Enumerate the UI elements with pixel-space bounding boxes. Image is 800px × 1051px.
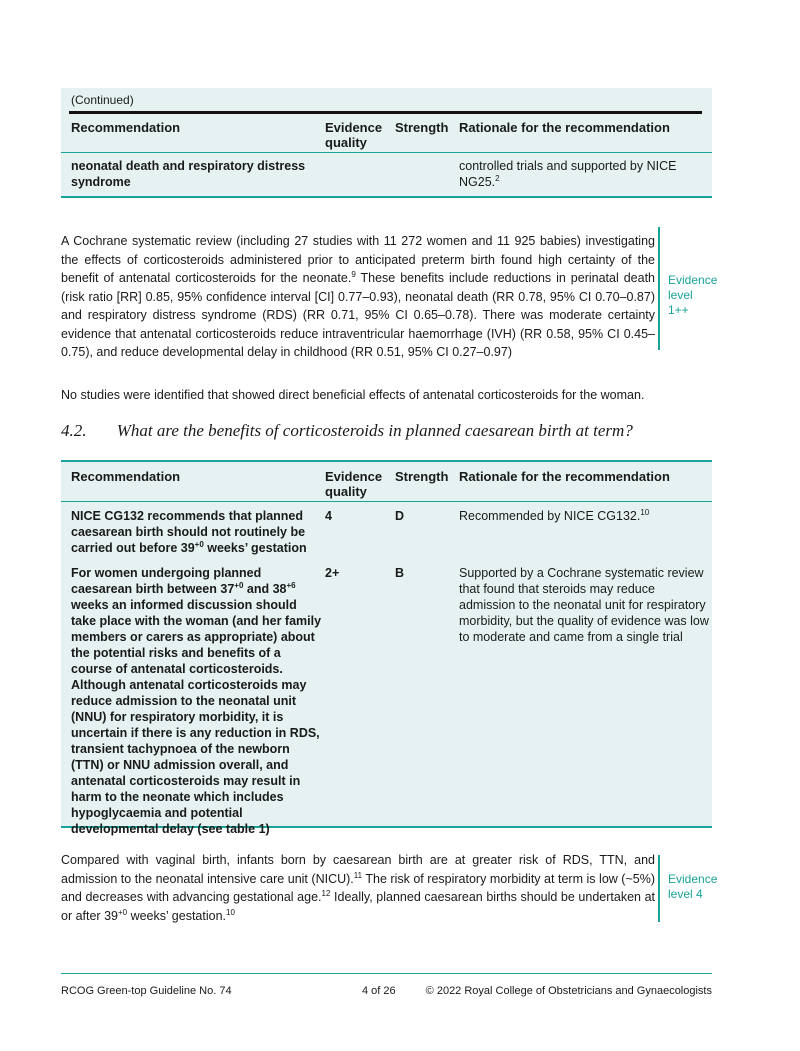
row-recommendation: For women undergoing planned caesarean birth between $37^{+0}$ and $38^{+6}$ weeks an informed discussion should take place with the woman (and her family members or carers as appropriate) about the potential risks and benefits of a course of antenatal corticosteroids. Although antenatal corticosteroids may reduce admission to the neonatal unit (NNU) for respiratory morbidity, it is uncertain if there is any reduction in RDS, transient tachypnoea of the newborn (TTN) or NNU admission overall, and antenatal corticosteroids may result in harm to the neonate which includes hypoglycaemia and potential developmental delay (see table 1) — [71, 566, 322, 836]
row-strength: D — [395, 509, 405, 523]
row-evidence-quality: 4 — [325, 509, 332, 523]
header-recommendation: Recommendation — [71, 469, 181, 484]
header-rationale: Rationale for the recommendation — [459, 469, 670, 484]
footer-rule — [61, 973, 712, 974]
row-rationale: Supported by a Cochrane systematic review that found that steroids may reduce admission to the neonatal unit for respiratory morbidity, but the quality of evidence was low to moderate and came from a single trial — [459, 566, 709, 644]
header-strength: Strength — [395, 120, 449, 135]
cochrane-review-paragraph: A Cochrane systematic review (including 27 studies with 11 272 women and 11 925 babies) investigating the effects of corticosteroids administered prior to anticipated preterm birth found high certainty of the benefit of antenatal corticosteroids for the neonate.$^9$ These benefits include reductions in perinatal death (risk ratio [RR] 0.85, 95% confidence interval [CI] 0.77–0.93), neonatal death (RR 0.78, 95% CI 0.70–0.87) and respiratory distress syndrome (RDS) (RR 0.71, 95% CI 0.65–0.78). There was moderate certainty evidence that antenatal corticosteroids reduce intraventricular haemorrhage (IVH) (RR 0.58, 95% CI 0.45–0.75), and reduce developmental delay in childhood (RR 0.51, 95% CI 0.27–0.97) — [61, 234, 655, 359]
row-recommendation: NICE CG132 recommends that planned caesarean birth should not routinely be carried out before $39^{+0}$ weeks’ gestation — [71, 509, 307, 555]
header-rule — [61, 152, 712, 153]
section-number: 4.2. — [61, 421, 87, 440]
footer-guideline: RCOG Green-top Guideline No. 74 — [61, 985, 232, 997]
citation: 10 — [640, 507, 650, 517]
table-row — [61, 508, 712, 556]
table-row — [61, 565, 712, 837]
citation: 2 — [495, 173, 500, 183]
table-continued-label: (Continued) — [71, 93, 134, 107]
citation: 9 — [351, 269, 356, 279]
caesarean-risk-paragraph: Compared with vaginal birth, infants born by caesarean birth are at greater risk of RDS, TTN, and admission to the neonatal intensive care unit (NICU).$^{11}$ The risk of respiratory morbidity at term is low (~5%) and decreases with advancing gestational age.$^{12}$ Ideally, planned caesarean births should be undertaken at or after $39^{+0}$ weeks’ gestation.$^{10}$ — [61, 853, 655, 923]
row-evidence-quality: 2+ — [325, 566, 340, 580]
section-title: What are the benefits of corticosteroids in planned caesarean birth at term? — [116, 421, 633, 440]
header-evidence-quality: Evidence quality — [325, 469, 383, 499]
table-top-rule — [69, 111, 702, 114]
row-rationale: Recommended by NICE CG132.10 — [459, 507, 650, 523]
recommendation-table-continued — [61, 88, 712, 198]
recommendation-table — [61, 460, 712, 836]
table-header-row — [61, 120, 712, 150]
row-strength: B — [395, 566, 405, 580]
no-studies-paragraph: No studies were identified that showed direct beneficial effects of antenatal corticosteroids for the woman. — [61, 388, 645, 402]
footer-copyright: © 2022 Royal College of Obstetricians and Gynaecologists — [425, 985, 712, 997]
evidence-level-label: Evidence level 4 — [668, 872, 718, 901]
row-rationale: controlled trials and supported by NICE NG25.$^2$ — [459, 159, 677, 189]
header-recommendation: Recommendation — [71, 120, 181, 135]
evidence-level-box — [658, 227, 716, 350]
section-heading — [61, 421, 633, 441]
header-rationale: Rationale for the recommendation — [459, 120, 670, 135]
citation: 12 — [321, 888, 331, 898]
table-header-row — [61, 469, 712, 499]
evidence-level-label: Evidence level 1++ — [668, 273, 718, 317]
table-row — [61, 158, 712, 190]
evidence-level-box — [658, 855, 716, 922]
footer-page-number: 4 of 26 — [362, 985, 396, 997]
header-rule — [61, 501, 712, 502]
citation: 11 — [353, 870, 363, 880]
header-evidence-quality: Evidence quality — [325, 120, 383, 150]
citation: 10 — [226, 907, 235, 917]
row-recommendation: neonatal death and respiratory distress syndrome — [71, 159, 306, 189]
header-strength: Strength — [395, 469, 449, 484]
